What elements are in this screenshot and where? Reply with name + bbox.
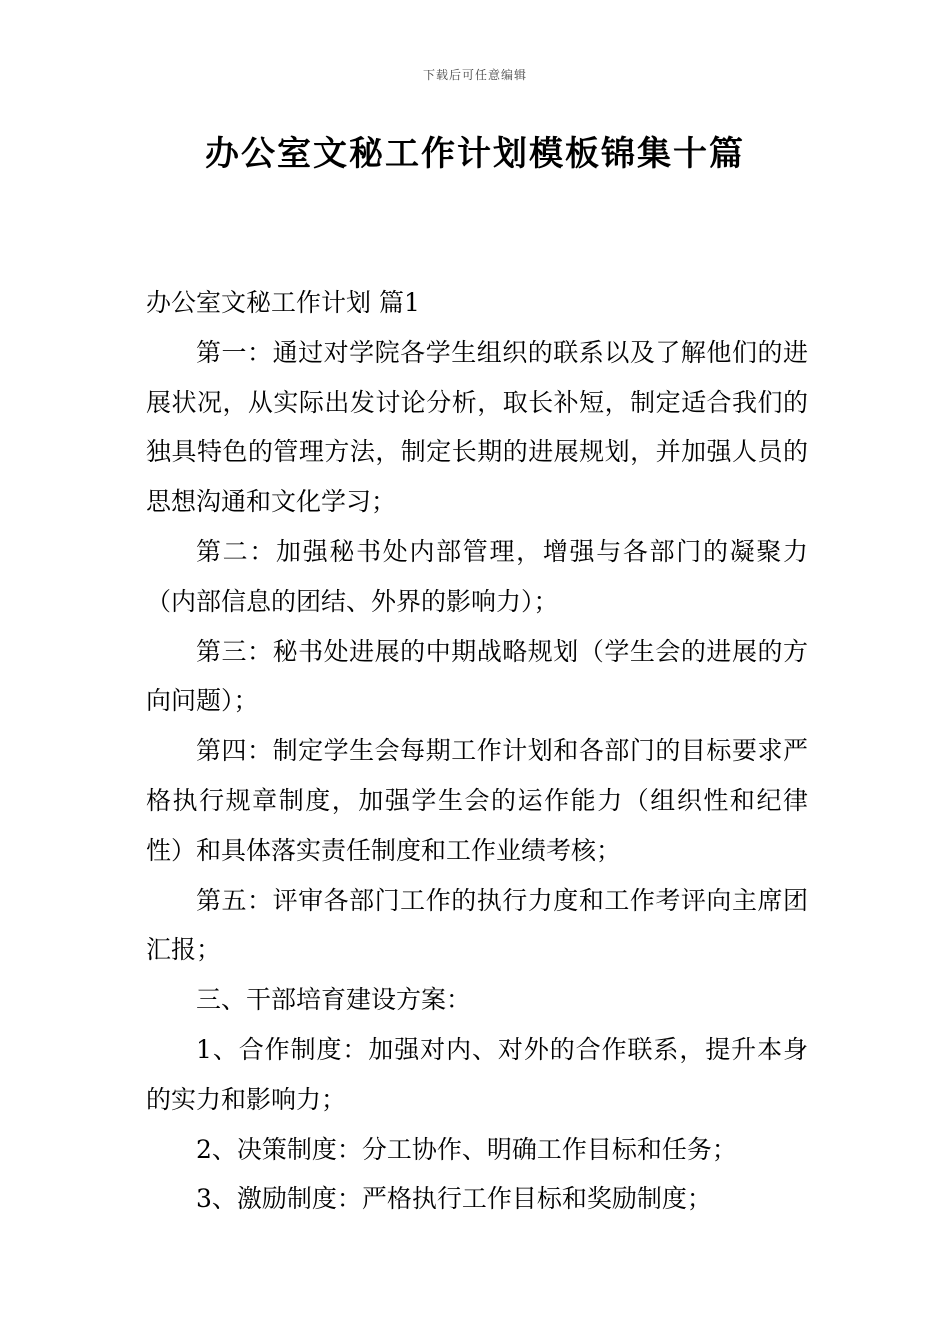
paragraph-1: 第一：通过对学院各学生组织的联系以及了解他们的进展状况，从实际出发讨论分析，取长补短，制定适合我们的独具特色的管理方法，制定长期的进展规划，并加强人员的思想沟通和文化学习； xyxy=(146,337,808,517)
paragraph-3: 第三：秘书处进展的中期战略规划（学生会的进展的方向问题）； xyxy=(146,636,808,716)
paragraph-7: 1、合作制度：加强对内、对外的合作联系，提升本身的实力和影响力； xyxy=(146,1034,808,1114)
document-title: 办公室文秘工作计划模板锦集十篇 xyxy=(205,134,745,174)
paragraph-8: 2、决策制度：分工协作、明确工作目标和任务； xyxy=(196,1134,737,1164)
paragraph-5: 第五：评审各部门工作的执行力度和工作考评向主席团汇报； xyxy=(146,885,808,965)
section-heading: 办公室文秘工作计划 篇1 xyxy=(146,288,420,317)
paragraph-9: 3、激励制度：严格执行工作目标和奖励制度； xyxy=(196,1184,712,1214)
paragraph-6: 三、干部培育建设方案： xyxy=(196,985,472,1015)
paragraph-4: 第四：制定学生会每期工作计划和各部门的目标要求严格执行规章制度，加强学生会的运作能力（组织性和纪律性）和具体落实责任制度和工作业绩考核； xyxy=(146,736,808,865)
document-body xyxy=(146,278,808,1224)
header-note: 下载后可任意编辑 xyxy=(422,68,527,82)
paragraph-2: 第二：加强秘书处内部管理，增强与各部门的凝聚力（内部信息的团结、外界的影响力）； xyxy=(146,536,808,616)
